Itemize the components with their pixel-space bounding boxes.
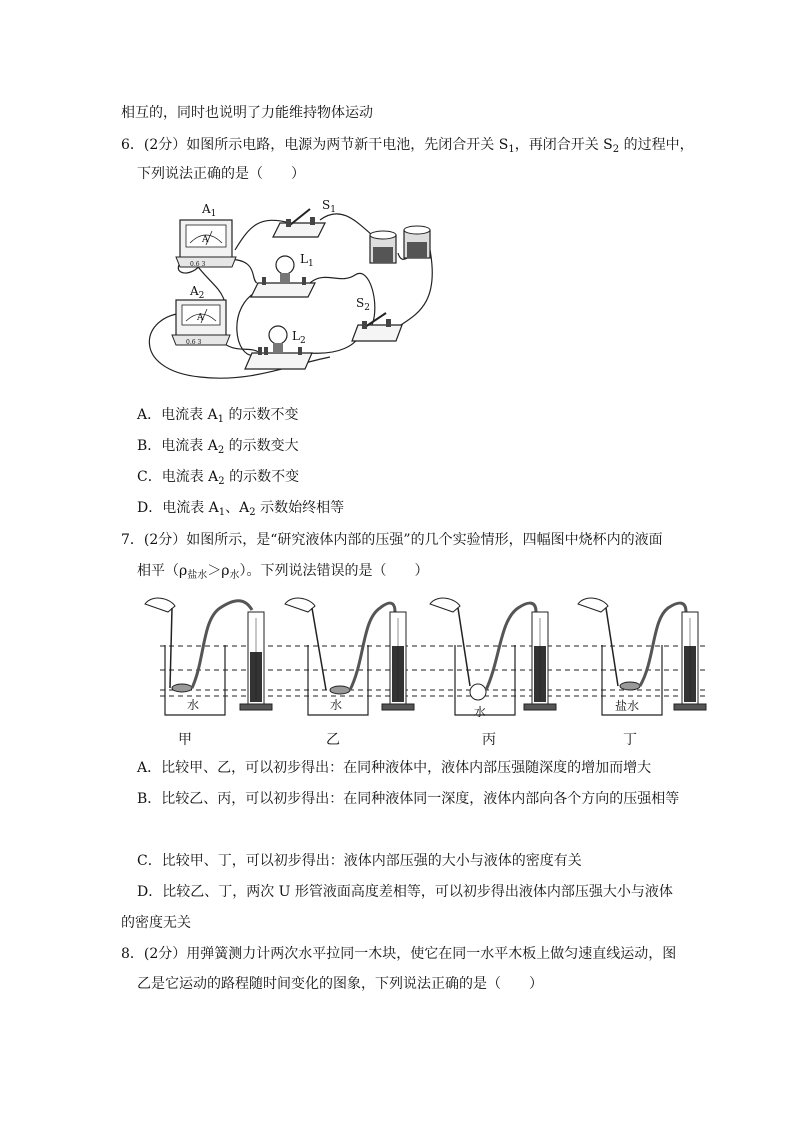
a1-meter-scale: 0.6 3 xyxy=(190,261,206,268)
setup-bing xyxy=(430,598,556,719)
setup-ding xyxy=(578,598,706,715)
switch-s2 xyxy=(352,313,402,341)
a2-meter-letter: A xyxy=(197,313,204,323)
battery-left xyxy=(370,231,396,263)
beaker-label-jia: 水 xyxy=(187,698,200,712)
q7-stem-line2: 相平$(\rho_{盐水}>\rho_水)$。下列说法错误的是（ ） xyxy=(137,563,429,581)
caption-jia: 甲 xyxy=(178,732,192,748)
q7-stem-line1: 7．(2分）如图所示，是“研究液体内部的压强”的几个实验情形，四幅图中烧杯内的液面 xyxy=(121,532,663,548)
q6-option-d: D．电流表 $A_1$、$A_2$ 示数始终相等 xyxy=(137,500,345,518)
beaker-label-yi: 水 xyxy=(330,698,343,712)
caption-ding: 丁 xyxy=(623,732,637,748)
switch-s1 xyxy=(273,209,325,237)
wire-l2-s2 xyxy=(310,335,360,353)
q6-option-c: C．电流表 $A_2$ 的示数不变 xyxy=(137,469,300,487)
ammeter-a1 xyxy=(176,220,236,268)
setup-jia xyxy=(145,598,272,715)
setup-yi xyxy=(285,598,414,715)
q6-stem-s2-sub: 2 xyxy=(612,144,620,155)
caption-bing: 丙 xyxy=(482,732,496,748)
lamp-l2 xyxy=(245,326,312,369)
q6-stem-a: 6．(2分）如图所示电路，电源为两节新干电池，先闭合开关 S xyxy=(121,137,509,153)
q6-stem-c: 的过程中， xyxy=(619,137,694,153)
a2-meter-scale: 0.6 3 xyxy=(186,339,202,346)
beaker-label-bing: 水 xyxy=(474,705,487,719)
q7-option-a: A．比较甲、乙，可以初步得出：在同种液体中，液体内部压强随深度的增加而增大 xyxy=(137,760,652,776)
label-l2: $L_2$ xyxy=(292,329,306,346)
q6-option-a: A．电流表 $A_1$ 的示数不变 xyxy=(137,407,299,425)
label-l1: $L_1$ xyxy=(300,252,314,269)
wire-l1-s2 xyxy=(310,273,375,325)
pressure-experiment-figure xyxy=(140,590,710,720)
q6-stem-s1-sub: 1 xyxy=(508,144,515,155)
q7-option-d: D．比较乙、丁，两次 U 形管液面高度差相等，可以初步得出液体内部压强大小与液体 xyxy=(137,884,673,900)
q6-option-b: B．电流表 $A_2$ 的示数变大 xyxy=(137,438,299,456)
q6-stem-line2: 下列说法正确的是（ ） xyxy=(137,166,305,182)
caption-yi: 乙 xyxy=(326,732,340,748)
label-a2: $A_2$ xyxy=(190,284,205,301)
q7-option-c: C．比较甲、丁，可以初步得出：液体内部压强的大小与液体的密度有关 xyxy=(137,853,582,869)
a1-meter-letter: A xyxy=(202,235,209,245)
label-s2: $S_2$ xyxy=(356,296,370,313)
label-s1: $S_1$ xyxy=(322,198,336,215)
wire-battery-s2 xyxy=(398,250,432,327)
q6-stem-b: ，再闭合开关 S xyxy=(514,137,613,153)
q7-option-b: B．比较乙、丙，可以初步得出：在同种液体同一深度，液体内部向各个方向的压强相等 xyxy=(137,791,680,807)
ammeter-a2 xyxy=(172,300,230,346)
q8-stem-line2: 乙是它运动的路程随时间变化的图象，下列说法正确的是（ ） xyxy=(137,976,543,992)
wire-l1-l2 xyxy=(237,290,260,355)
battery-right xyxy=(404,226,430,258)
q7-option-d-cont: 的密度无关 xyxy=(121,915,191,931)
label-a1: $A_1$ xyxy=(202,202,217,219)
q8-stem-line1: 8．(2分）用弹簧测力计两次水平拉同一木块，使它在同一水平木板上做匀速直线运动，图 xyxy=(121,946,677,962)
wire-s1-battery xyxy=(320,214,372,235)
beaker-label-ding: 盐水 xyxy=(615,699,640,713)
q6-stem-line1 xyxy=(121,135,694,160)
continuation-text: 相互的，同时也说明了力能维持物体运动 xyxy=(121,105,373,121)
circuit-figure xyxy=(140,195,440,390)
